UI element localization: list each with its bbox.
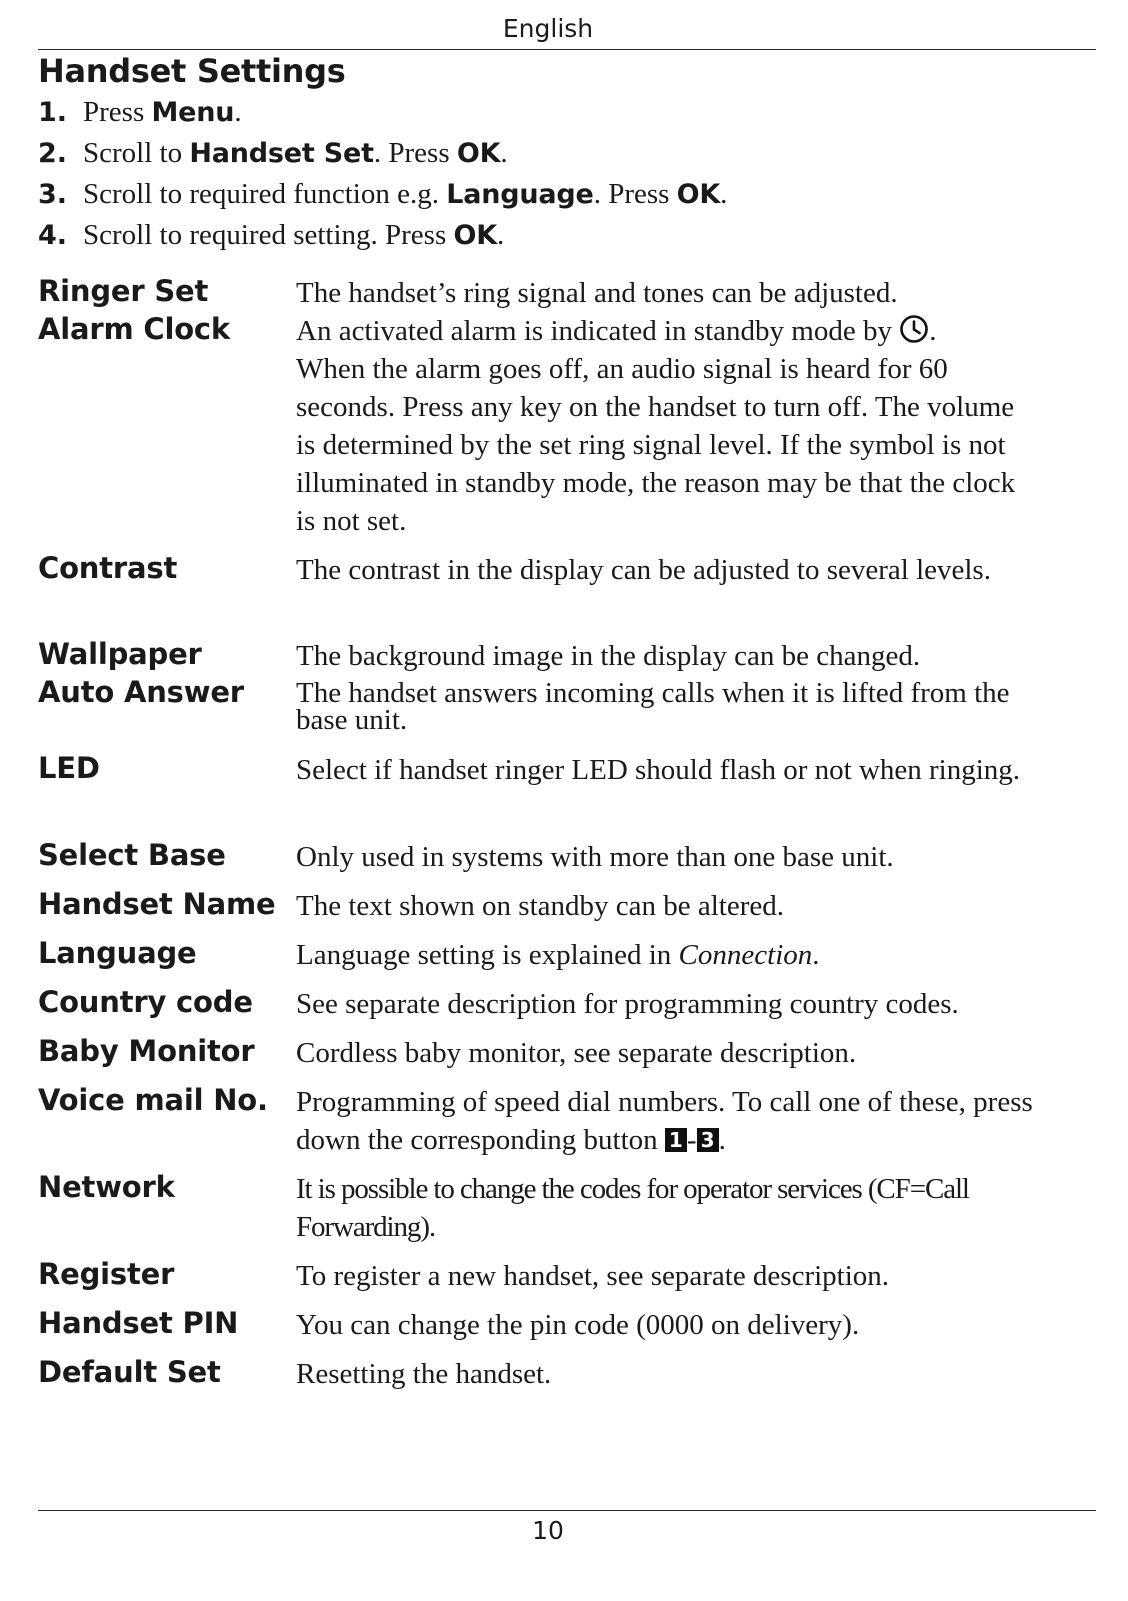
term-handset-name: Handset Name — [38, 887, 276, 921]
step-number: 4. — [38, 220, 68, 251]
desc-alarm-clock: An activated alarm is indicated in standby mode by . When the alarm goes off, an audio signal is heard for 60 seconds. Press any key on the handset to turn off. The volume is determined by the set ring signal level. If the symbol is not illuminated in standby mode, the reason may be that the clock is not set. — [296, 315, 1016, 537]
step-text: Scroll to required setting. Press OK. — [83, 219, 505, 251]
desc-ringer-set: The handset’s ring signal and tones can be adjusted. — [296, 277, 898, 309]
desc-register: To register a new handset, see separate description. — [296, 1260, 890, 1292]
step-3 — [38, 178, 727, 219]
desc-handset-pin: You can change the pin code (0000 on delivery). — [296, 1309, 860, 1341]
keyword-ok: OK — [456, 138, 501, 169]
step-1 — [38, 96, 727, 137]
keyword-language: Language — [446, 179, 594, 210]
key-3-icon: 3 — [697, 1128, 719, 1152]
term-led: LED — [38, 751, 100, 785]
header-language: English — [502, 14, 594, 43]
connection-reference: Connection — [678, 939, 813, 971]
step-text: Scroll to Handset Set. Press OK. — [83, 137, 508, 169]
term-alarm-clock: Alarm Clock — [38, 312, 230, 346]
step-text: Press Menu. — [83, 96, 242, 128]
term-select-base: Select Base — [38, 838, 226, 872]
step-number: 1. — [38, 97, 68, 128]
desc-select-base: Only used in systems with more than one base unit. — [296, 841, 894, 873]
desc-auto-answer: The handset answers incoming calls when it is lifted from the base unit. — [296, 677, 1010, 736]
keyword-ok: OK — [453, 220, 497, 251]
desc-led: Select if handset ringer LED should flash or not when ringing. — [296, 754, 1021, 786]
desc-handset-name: The text shown on standby can be altered. — [296, 890, 785, 922]
term-voice-mail: Voice mail No. — [38, 1083, 268, 1117]
term-language: Language — [38, 936, 197, 970]
keyword-ok: OK — [676, 179, 721, 210]
term-default-set: Default Set — [38, 1355, 221, 1389]
keyword-menu: Menu — [151, 97, 235, 128]
page-title: Handset Settings — [38, 52, 346, 90]
page-number: 10 — [532, 1516, 564, 1545]
term-contrast: Contrast — [38, 551, 178, 585]
desc-network: It is possible to change the codes for operator services (CF=Call Forwarding). — [296, 1173, 969, 1243]
header-rule — [38, 49, 1096, 50]
keyword-handset-set: Handset Set — [189, 138, 374, 169]
steps-list — [38, 96, 727, 260]
term-register: Register — [38, 1257, 175, 1291]
term-country-code: Country code — [38, 985, 253, 1019]
desc-default-set: Resetting the handset. — [296, 1358, 552, 1390]
step-number: 3. — [38, 179, 68, 210]
term-auto-answer: Auto Answer — [38, 675, 244, 709]
term-handset-pin: Handset PIN — [38, 1306, 239, 1340]
term-network: Network — [38, 1170, 175, 1204]
term-baby-monitor: Baby Monitor — [38, 1034, 255, 1068]
desc-baby-monitor: Cordless baby monitor, see separate description. — [296, 1037, 857, 1069]
desc-country-code: See separate description for programming country codes. — [296, 988, 959, 1020]
key-1-icon: 1 — [665, 1128, 687, 1152]
clock-icon — [899, 314, 929, 344]
desc-voice-mail: Programming of speed dial numbers. To call one of these, press down the corresponding button 1 - 3 . — [296, 1086, 1033, 1156]
desc-language: Language setting is explained in Connection. — [296, 939, 820, 971]
desc-contrast: The contrast in the display can be adjusted to several levels. — [296, 554, 991, 586]
step-2 — [38, 137, 727, 178]
term-wallpaper: Wallpaper — [38, 637, 202, 671]
step-text: Scroll to required function e.g. Language. Press OK. — [83, 178, 728, 210]
step-4 — [38, 219, 727, 260]
desc-wallpaper: The background image in the display can be changed. — [296, 640, 921, 672]
term-ringer-set: Ringer Set — [38, 274, 209, 308]
step-number: 2. — [38, 138, 68, 169]
